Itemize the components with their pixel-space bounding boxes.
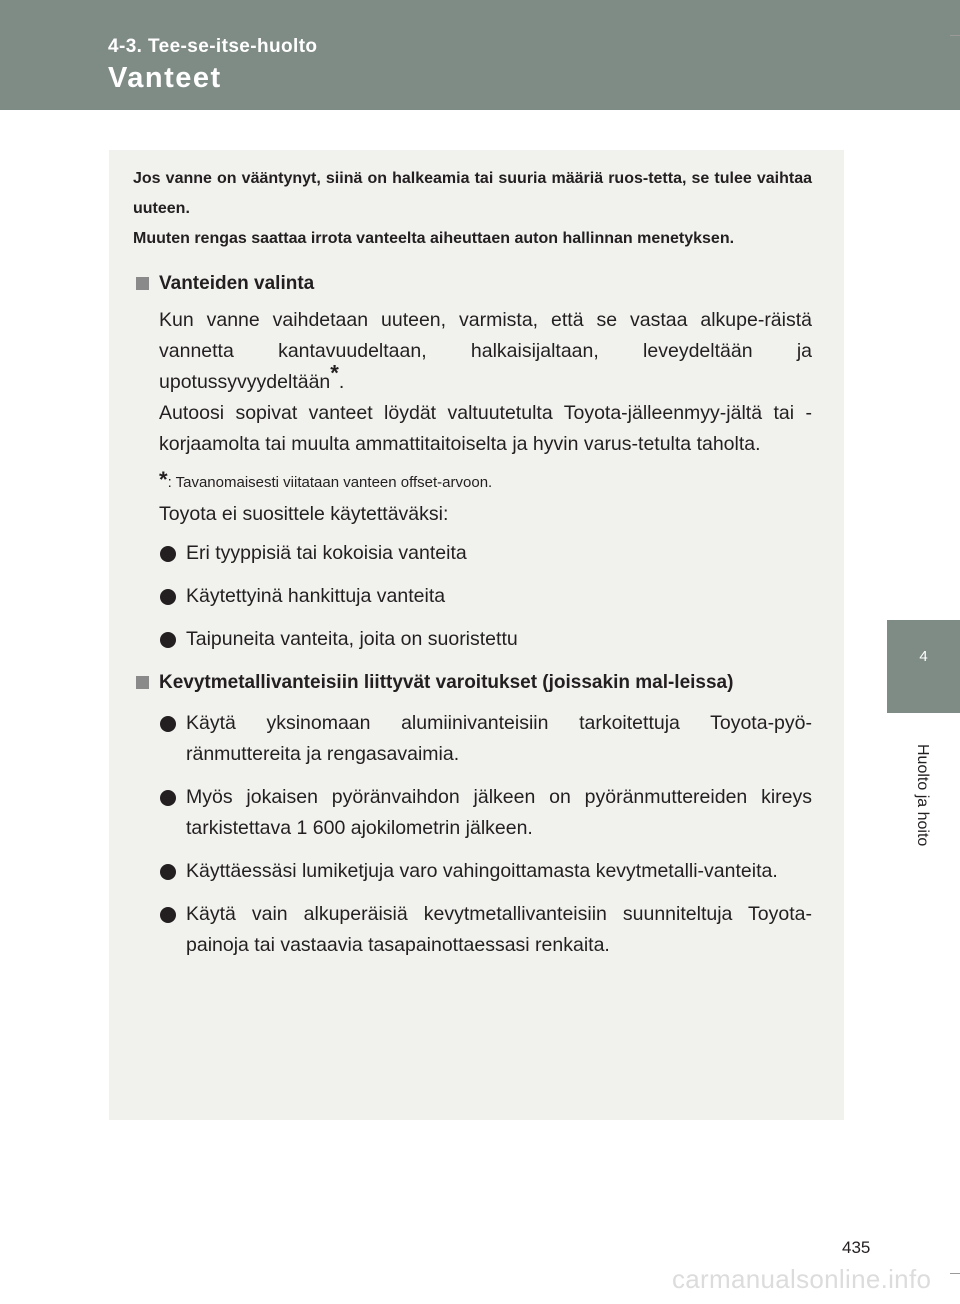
- list-item-text: Käyttäessäsi lumiketjuja varo vahingoittamasta kevytmetalli-vanteita.: [186, 860, 778, 882]
- page-title: Vanteet: [108, 62, 222, 94]
- square-bullet-icon: [136, 676, 149, 689]
- warning-line: Jos vanne on vääntynyt, siinä on halkeamia tai suuria määriä ruos-tetta, se tulee vaihtaa uuteen.: [133, 170, 812, 217]
- list-item: [133, 782, 812, 844]
- list-item-text: Eri tyyppisiä tai kokoisia vanteita: [186, 542, 467, 564]
- footnote-marker: *: [159, 467, 168, 492]
- footnote: [133, 467, 812, 492]
- square-bullet-icon: [136, 277, 149, 290]
- list-item-text: Käytä yksinomaan alumiinivanteisiin tarkoitettuja Toyota-pyö-ränmuttereita ja rengasavaimia.: [186, 712, 812, 765]
- warning-line: Muuten rengas saattaa irrota vanteelta aiheuttaen auton hallinnan menetyksen.: [133, 230, 735, 247]
- list-item: [133, 581, 812, 612]
- list-item-text: Käytä vain alkuperäisiä kevytmetallivanteisiin suunniteltuja Toyota-painoja tai vastaavia tasapainottaessasi renkaita.: [186, 903, 812, 956]
- warning-block: [133, 164, 812, 254]
- crop-mark-top: [950, 35, 960, 36]
- paragraph: [159, 305, 812, 398]
- bullet-dot-icon: [160, 632, 176, 648]
- chapter-number: 4: [919, 648, 928, 665]
- list-item-text: Taipuneita vanteita, joita on suoristettu: [186, 628, 518, 650]
- paragraph-text: Kun vanne vaihdetaan uuteen, varmista, että se vastaa alkupe-räistä vannetta kantavuudeltaan, halkaisijaltaan, leveydeltään ja upotussyvyydeltään: [159, 309, 812, 393]
- bullet-dot-icon: [160, 907, 176, 923]
- panel-content: [133, 160, 812, 961]
- list-item: [133, 708, 812, 770]
- chapter-title: Huolto ja hoito: [914, 743, 931, 847]
- list-item-text: Myös jokaisen pyöränvaihdon jälkeen on pyöränmuttereiden kireys tarkistettava 1 600 ajokilometrin jälkeen.: [186, 786, 812, 839]
- section-heading-alloy-warnings: [133, 667, 812, 698]
- section-heading-wheel-selection: [133, 268, 812, 299]
- wheel-selection-text: [133, 305, 812, 460]
- bullet-dot-icon: [160, 546, 176, 562]
- footnote-marker: *: [330, 360, 339, 386]
- paragraph: Autoosi sopivat vanteet löydät valtuutetulta Toyota-jälleenmyy-jältä tai -korjaamolta tai muulta ammattitaitoiselta ja hyvin varus-tetulta taholta.: [159, 402, 812, 455]
- chapter-tab: [887, 620, 960, 713]
- crop-mark-bottom: [950, 1273, 960, 1274]
- list-item: [133, 899, 812, 961]
- bullet-dot-icon: [160, 589, 176, 605]
- bullet-dot-icon: [160, 790, 176, 806]
- page-number: 435: [842, 1238, 871, 1257]
- footnote-text: : Tavanomaisesti viitataan vanteen offset-arvoon.: [167, 474, 493, 491]
- list-item: [133, 856, 812, 887]
- paragraph-end: .: [338, 371, 345, 393]
- heading-text: Kevytmetallivanteisiin liittyvät varoitukset (joissakin mal-leissa): [159, 672, 734, 693]
- heading-text: Vanteiden valinta: [159, 273, 315, 294]
- bullet-dot-icon: [160, 716, 176, 732]
- section-label: 4-3. Tee-se-itse-huolto: [108, 36, 318, 57]
- list-item-text: Käytettyinä hankittuja vanteita: [186, 585, 446, 607]
- not-recommended-intro: Toyota ei suosittele käytettäväksi:: [159, 503, 449, 525]
- page-header: [0, 0, 960, 110]
- list-item: [133, 538, 812, 569]
- bullet-dot-icon: [160, 864, 176, 880]
- list-item: [133, 624, 812, 655]
- watermark: carmanualsonline.info: [672, 1264, 932, 1294]
